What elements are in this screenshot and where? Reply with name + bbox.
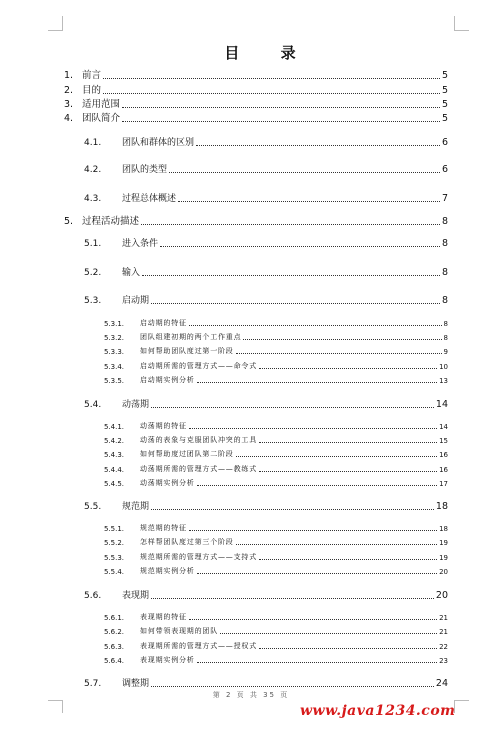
toc-entry-label: 规范期所需的管理方式——支持式 (140, 553, 257, 561)
page-footer: 第 2 页 共 35 页 (212, 691, 290, 699)
toc-leader-dots (189, 529, 437, 531)
toc-entry-number: 5.4.5. (104, 480, 125, 488)
toc-entry[interactable] (84, 136, 448, 148)
toc-entry-number: 4.3. (84, 194, 102, 204)
toc-entry[interactable] (64, 84, 448, 96)
toc-leader-dots (236, 352, 442, 354)
toc-entry-number: 5.3.3. (104, 348, 125, 356)
toc-leader-dots (259, 647, 437, 649)
toc-entry-number: 5.4.4. (104, 466, 125, 474)
toc-entry-label: 怎样帮团队度过第三个阶段 (140, 538, 234, 546)
toc-entry-label: 团队和群体的区别 (122, 138, 195, 148)
toc-entry[interactable] (104, 332, 448, 342)
toc-leader-dots (236, 455, 437, 457)
toc-entry-page: 21 (439, 614, 448, 622)
toc-entry-page: 7 (441, 193, 448, 204)
toc-entry-label: 目的 (82, 85, 102, 96)
toc-entry[interactable] (64, 112, 448, 124)
toc-entry-label: 适用范围 (82, 99, 121, 110)
toc-entry-page: 14 (435, 399, 448, 410)
toc-entry-page: 19 (439, 554, 448, 562)
toc-entry-label: 调整期 (122, 679, 150, 689)
toc-entry-label: 动荡期的特征 (140, 422, 187, 430)
toc-entry-page: 22 (439, 643, 448, 651)
toc-leader-dots (169, 171, 440, 173)
toc-entry-number: 5.4.2. (104, 437, 125, 445)
toc-entry-label: 规范期实例分析 (140, 567, 195, 575)
toc-entry-page: 8 (441, 238, 448, 249)
toc-entry-number: 5.3. (84, 296, 102, 306)
toc-entry-label: 启动期实例分析 (140, 376, 195, 384)
toc-entry-page: 24 (435, 678, 448, 689)
toc-leader-dots (151, 685, 434, 687)
toc-entry-number: 5.7. (84, 679, 102, 689)
toc-entry-number: 2. (64, 85, 74, 96)
toc-entry-label: 启动期 (122, 296, 150, 306)
toc-entry[interactable] (84, 237, 448, 249)
toc-entry-page: 8 (441, 295, 448, 306)
toc-entry-label: 过程活动描述 (82, 216, 140, 227)
toc-entry-page: 18 (435, 501, 448, 512)
toc-entry-number: 5.4.3. (104, 451, 125, 459)
toc-entry-page: 8 (441, 216, 448, 227)
toc-entry-number: 5.5. (84, 502, 102, 512)
toc-leader-dots (189, 618, 437, 620)
toc-entry-page: 20 (435, 590, 448, 601)
toc-entry-number: 5.5.3. (104, 554, 125, 562)
toc-entry-number: 5. (64, 216, 74, 227)
toc-entry[interactable] (104, 641, 448, 651)
toc-entry-number: 5.5.4. (104, 568, 125, 576)
toc-entry-page: 19 (439, 539, 448, 547)
toc-entry-label: 规范期 (122, 502, 150, 512)
toc-entry-number: 5.3.2. (104, 334, 125, 342)
crop-mark-bottom-right (454, 700, 469, 713)
toc-leader-dots (151, 406, 434, 408)
toc-leader-dots (189, 427, 437, 429)
toc-entry[interactable] (84, 589, 448, 601)
toc-leader-dots (243, 338, 441, 340)
toc-entry[interactable] (104, 318, 448, 328)
toc-entry-number: 5.3.5. (104, 377, 125, 385)
toc-entry[interactable] (104, 361, 448, 371)
toc-entry-page: 8 (441, 267, 448, 278)
toc-entry-label: 表现期实例分析 (140, 656, 195, 664)
toc-entry-number: 5.6.1. (104, 614, 125, 622)
toc-leader-dots (141, 223, 440, 225)
toc-entry-label: 表现期所需的管理方式——授权式 (140, 642, 257, 650)
toc-entry-page: 8 (443, 334, 448, 342)
toc-entry[interactable] (64, 215, 448, 227)
toc-entry-page: 10 (439, 363, 448, 371)
toc-leader-dots (122, 120, 440, 122)
toc-entry[interactable] (104, 478, 448, 488)
toc-entry-page: 6 (441, 164, 448, 175)
toc-entry-number: 5.3.4. (104, 363, 125, 371)
toc-entry-page: 6 (441, 137, 448, 148)
toc-entry-label: 表现期 (122, 591, 150, 601)
toc-entry[interactable] (64, 98, 448, 110)
toc-entry-label: 规范期的特征 (140, 524, 187, 532)
toc-leader-dots (151, 508, 434, 510)
toc-entry[interactable] (84, 294, 448, 306)
toc-leader-dots (197, 661, 437, 663)
toc-entry-label: 输入 (122, 268, 141, 278)
toc-entry-label: 前言 (82, 70, 102, 81)
toc-entry-page: 18 (439, 525, 448, 533)
toc-entry[interactable] (84, 266, 448, 278)
toc-leader-dots (259, 441, 437, 443)
toc-leader-dots (197, 484, 437, 486)
toc-entry-number: 4.2. (84, 165, 102, 175)
toc-entry-page: 16 (439, 466, 448, 474)
toc-entry[interactable] (104, 449, 448, 459)
toc-entry-label: 如何帮助团队度过第一阶段 (140, 347, 234, 355)
toc-leader-dots (197, 572, 437, 574)
toc-leader-dots (220, 632, 437, 634)
toc-leader-dots (103, 92, 440, 94)
toc-entry-number: 5.5.1. (104, 525, 125, 533)
toc-entry-label: 启动期所需的管理方式——命令式 (140, 362, 257, 370)
toc-entry[interactable] (64, 69, 448, 81)
toc-entry[interactable] (104, 566, 448, 576)
toc-leader-dots (259, 558, 437, 560)
toc-entry-page: 14 (439, 423, 448, 431)
toc-entry-label: 进入条件 (122, 239, 159, 249)
toc-entry[interactable] (84, 677, 448, 689)
toc-entry-number: 5.2. (84, 268, 102, 278)
toc-entry-page: 21 (439, 628, 448, 636)
toc-entry[interactable] (104, 435, 448, 445)
toc-entry-number: 5.4. (84, 400, 102, 410)
toc-entry-number: 3. (64, 99, 74, 110)
toc-entry-label: 过程总体概述 (122, 194, 177, 204)
toc-entry[interactable] (104, 612, 448, 622)
toc-entry-label: 动荡期 (122, 400, 150, 410)
toc-entry-page: 20 (439, 568, 448, 576)
toc-entry-label: 团队组建初期的两个工作重点 (140, 333, 242, 341)
toc-entry-label: 动荡期实例分析 (140, 479, 195, 487)
toc-leader-dots (259, 470, 437, 472)
toc-entry[interactable] (104, 523, 448, 533)
watermark: www.java1234.com (300, 703, 456, 719)
toc-entry-page: 16 (439, 451, 448, 459)
toc-leader-dots (151, 597, 434, 599)
toc-entry-number: 5.1. (84, 239, 102, 249)
toc-leader-dots (178, 200, 440, 202)
toc-entry-label: 启动期的特征 (140, 319, 187, 327)
toc-entry-page: 17 (439, 480, 448, 488)
toc-entry-page: 9 (443, 348, 448, 356)
toc-entry-number: 5.5.2. (104, 539, 125, 547)
toc-entry-page: 5 (441, 85, 448, 96)
toc-entry[interactable] (104, 375, 448, 385)
toc-leader-dots (259, 367, 437, 369)
toc-entry-number: 1. (64, 70, 74, 81)
toc-entry-label: 如何带领表现期的团队 (140, 627, 218, 635)
toc-entry-page: 5 (441, 99, 448, 110)
toc-entry-number: 4.1. (84, 138, 102, 148)
toc-entry-number: 5.4.1. (104, 423, 125, 431)
toc-leader-dots (103, 77, 440, 79)
toc-leader-dots (189, 324, 442, 326)
toc-entry-page: 8 (443, 320, 448, 328)
toc-entry[interactable] (104, 464, 448, 474)
toc-title: 目 录 (224, 44, 314, 62)
toc-entry-page: 23 (439, 657, 448, 665)
toc-entry-page: 15 (439, 437, 448, 445)
toc-entry[interactable] (84, 192, 448, 204)
toc-leader-dots (160, 245, 440, 247)
toc-entry-number: 5.6.3. (104, 643, 125, 651)
toc-entry[interactable] (84, 163, 448, 175)
toc-entry-label: 如何帮助度过团队第二阶段 (140, 450, 234, 458)
toc-entry[interactable] (104, 626, 448, 636)
toc-entry-page: 5 (441, 113, 448, 124)
toc-leader-dots (151, 302, 440, 304)
toc-entry-number: 5.3.1. (104, 320, 125, 328)
toc-entry[interactable] (84, 398, 448, 410)
toc-entry-label: 团队的类型 (122, 165, 168, 175)
toc-entry-page: 5 (441, 70, 448, 81)
toc-leader-dots (196, 144, 440, 146)
toc-leader-dots (197, 381, 437, 383)
toc-entry-number: 4. (64, 113, 74, 124)
toc-leader-dots (142, 274, 440, 276)
toc-leader-dots (122, 106, 440, 108)
toc-entry[interactable] (104, 421, 448, 431)
toc-entry-page: 13 (439, 377, 448, 385)
toc-entry[interactable] (104, 537, 448, 547)
toc-entry-number: 5.6. (84, 591, 102, 601)
toc-entry-number: 5.6.2. (104, 628, 125, 636)
toc-entry-label: 动荡期所需的管理方式——教练式 (140, 465, 257, 473)
toc-entry[interactable] (84, 500, 448, 512)
toc-entry-number: 5.6.4. (104, 657, 125, 665)
toc-entry-label: 团队简介 (82, 113, 121, 124)
toc-entry-label: 表现期的特征 (140, 613, 187, 621)
toc-entry[interactable] (104, 655, 448, 665)
toc-entry[interactable] (104, 552, 448, 562)
crop-mark-bottom-left (48, 700, 63, 713)
toc-leader-dots (236, 543, 437, 545)
toc-entry-label: 动荡的表象与克服团队冲突的工具 (140, 436, 257, 444)
toc-entry[interactable] (104, 346, 448, 356)
